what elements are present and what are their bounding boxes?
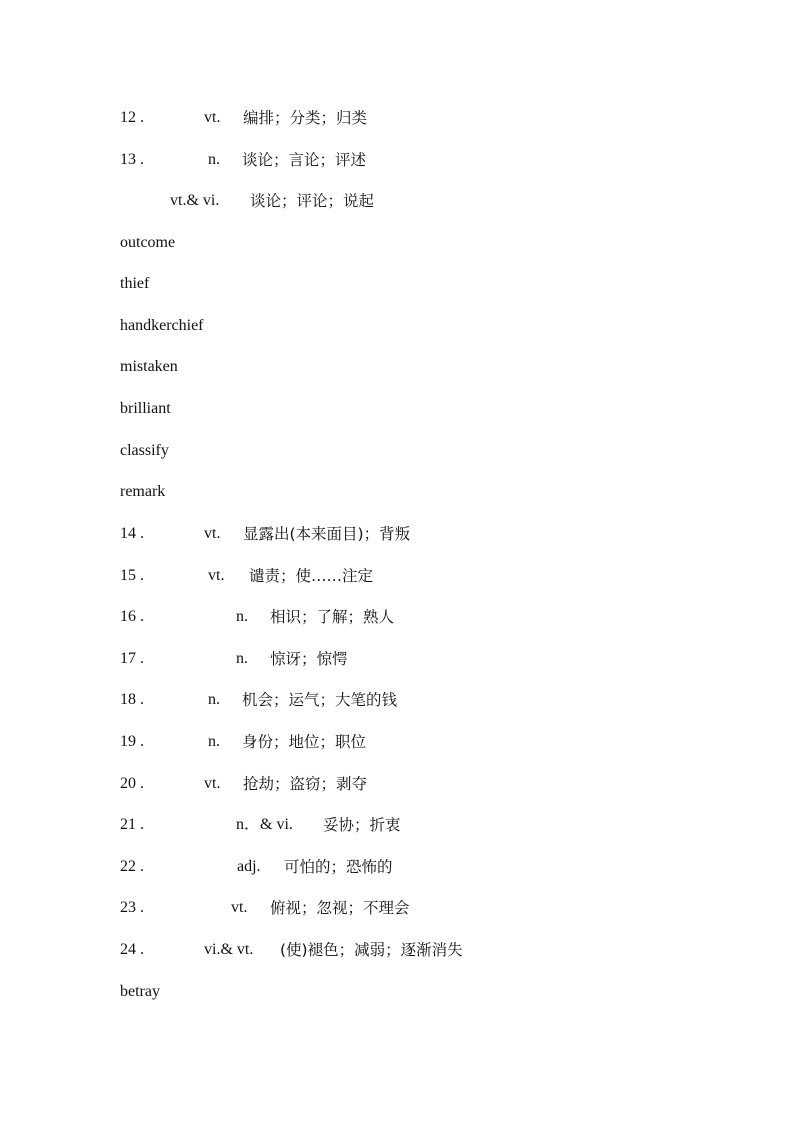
definition: 抢劫；盗窃；剥夺 bbox=[243, 775, 368, 793]
vocab-entry bbox=[0, 106, 794, 130]
vocab-entry bbox=[0, 896, 794, 920]
part-of-speech: n. bbox=[208, 691, 220, 708]
entry-number: 22 . bbox=[120, 858, 144, 875]
vocab-word bbox=[0, 439, 794, 463]
vocab-word bbox=[0, 480, 794, 504]
vocab-word bbox=[0, 397, 794, 421]
word-text: classify bbox=[120, 442, 169, 459]
part-of-speech: n. bbox=[208, 733, 220, 750]
part-of-speech: vt.& vi. bbox=[170, 192, 220, 209]
vocab-entry bbox=[0, 730, 794, 754]
definition: 谴责；使……注定 bbox=[249, 567, 374, 585]
part-of-speech: vt. bbox=[208, 567, 225, 584]
definition: 编排；分类；归类 bbox=[243, 109, 368, 127]
entry-number: 23 . bbox=[120, 899, 144, 916]
word-text: betray bbox=[120, 983, 160, 1000]
word-text: remark bbox=[120, 483, 166, 500]
definition: 俯视；忽视；不理会 bbox=[270, 899, 410, 917]
vocab-word bbox=[0, 272, 794, 296]
definition: 显露出(本来面目)；背叛 bbox=[243, 525, 411, 543]
part-of-speech: n．& vi. bbox=[236, 816, 293, 833]
word-text: mistaken bbox=[120, 358, 178, 375]
definition: 相识；了解；熟人 bbox=[270, 608, 395, 626]
part-of-speech: vt. bbox=[204, 525, 221, 542]
entry-number: 19 . bbox=[120, 733, 144, 750]
entry-number: 21 . bbox=[120, 816, 144, 833]
vocab-word bbox=[0, 231, 794, 255]
definition: 妥协；折衷 bbox=[323, 816, 401, 834]
part-of-speech: n. bbox=[236, 650, 248, 667]
word-text: brilliant bbox=[120, 400, 171, 417]
vocab-entry bbox=[0, 148, 794, 172]
vocab-word bbox=[0, 980, 794, 1004]
part-of-speech: vt. bbox=[204, 775, 221, 792]
vocab-word bbox=[0, 355, 794, 379]
vocab-entry bbox=[0, 605, 794, 629]
part-of-speech: vi.& vt. bbox=[204, 941, 254, 958]
word-text: thief bbox=[120, 275, 150, 292]
part-of-speech: n. bbox=[236, 608, 248, 625]
entry-number: 17 . bbox=[120, 650, 144, 667]
vocab-entry bbox=[0, 688, 794, 712]
vocab-entry bbox=[0, 813, 794, 837]
definition: 身份；地位；职位 bbox=[242, 733, 367, 751]
vocab-entry bbox=[0, 855, 794, 879]
vocab-entry bbox=[0, 564, 794, 588]
definition: (使)褪色；减弱；逐渐消失 bbox=[280, 941, 463, 959]
entry-number: 13 . bbox=[120, 151, 144, 168]
entry-number: 18 . bbox=[120, 691, 144, 708]
definition: 可怕的；恐怖的 bbox=[284, 858, 393, 876]
part-of-speech: vt. bbox=[231, 899, 248, 916]
vocab-entry bbox=[0, 938, 794, 962]
vocab-entry bbox=[0, 189, 794, 213]
part-of-speech: n. bbox=[208, 151, 220, 168]
definition: 惊讶；惊愕 bbox=[270, 650, 348, 668]
definition: 机会；运气；大笔的钱 bbox=[242, 691, 398, 709]
vocab-entry bbox=[0, 647, 794, 671]
entry-number: 16 . bbox=[120, 608, 144, 625]
vocab-entry bbox=[0, 772, 794, 796]
definition: 谈论；言论；评述 bbox=[242, 151, 367, 169]
word-text: outcome bbox=[120, 234, 176, 251]
part-of-speech: adj. bbox=[237, 858, 261, 875]
part-of-speech: vt. bbox=[204, 109, 221, 126]
entry-number: 12 . bbox=[120, 109, 144, 126]
definition: 谈论；评论；说起 bbox=[250, 192, 375, 210]
vocab-entry bbox=[0, 522, 794, 546]
entry-number: 15 . bbox=[120, 567, 144, 584]
entry-number: 20 . bbox=[120, 775, 144, 792]
word-text: handkerchief bbox=[120, 317, 204, 334]
entry-number: 24 . bbox=[120, 941, 144, 958]
vocab-word bbox=[0, 314, 794, 338]
entry-number: 14 . bbox=[120, 525, 144, 542]
